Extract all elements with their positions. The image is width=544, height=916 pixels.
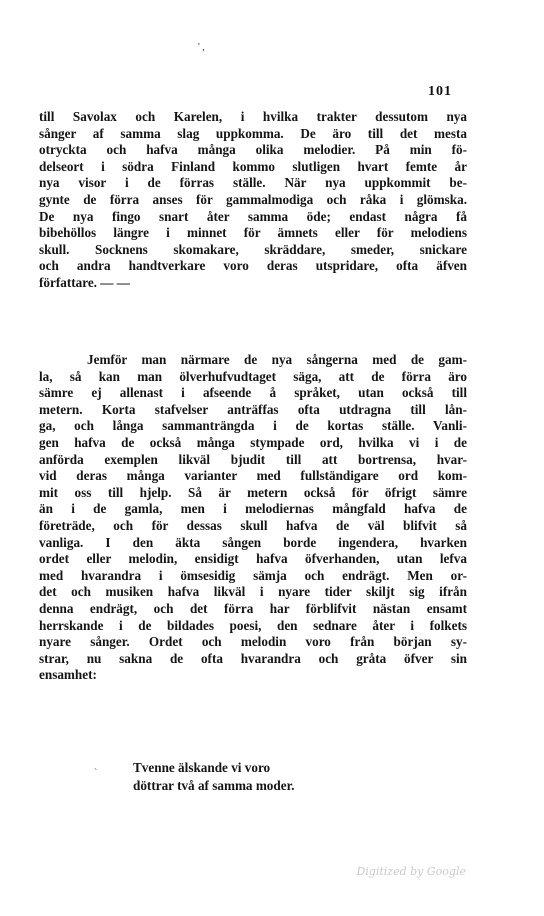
verse-mark: ˴ — [94, 763, 98, 774]
paragraph-2 — [39, 352, 467, 684]
text-line: denna endrägt, och det förra har förblifvit nästan ensamt — [39, 600, 467, 616]
verse — [133, 759, 295, 794]
verse-line: Tvenne älskande vi voro — [133, 760, 271, 775]
verse-line: döttrar två af samma moder. — [133, 777, 295, 793]
text-line: De nya fingo snart åter samma öde; endast några få — [39, 208, 467, 224]
text-line: bibehöllos längre i minnet för ämnets eller för melodiens — [39, 225, 467, 241]
text-line: ensamhet: — [39, 667, 97, 683]
text-line: otryckta och hafva många olika melodier. På min fö- — [39, 142, 467, 158]
text-line: företräde, och för dessas skull hafva de väl blifvit så — [39, 517, 467, 533]
text-line: vanliga. I den äkta sången borde ingendera, hvarken — [39, 534, 467, 550]
text-line: gynte de förra anses för gammalmodiga och råka i glömska. — [39, 191, 467, 207]
text-line: gen hafva de också många stympade ord, hvilka vi i de — [39, 434, 467, 450]
text-line: strar, nu sakna de ofta hvarandra och gråta öfver sin — [39, 650, 467, 666]
stray-mark: ' , — [198, 42, 205, 53]
watermark: Digitized by Google — [356, 865, 466, 878]
text-line: anförda exemplen likväl bjudit till att bortrensa, hvar- — [39, 451, 467, 467]
text-line: delseort i södra Finland kommo slutligen hvart femte år — [39, 158, 467, 174]
text-line: än i de gamla, men i melodiernas mångfald hafva de — [39, 501, 467, 517]
text-line: la, så kan man ölverhufvudtaget säga, att de förra äro — [39, 368, 467, 384]
text-line: sämre ej allenast i afseende å språket, utan också till — [39, 385, 467, 401]
text-line: författare. — — — [39, 274, 130, 290]
text-line: och andra handtverkare voro deras utspridare, ofta äfven — [39, 258, 467, 274]
text-line: det och musiken hafva likväl i nyare tider skiljt sig ifrån — [39, 584, 467, 600]
text-line: ordet eller melodin, ensidigt hafva öfverhanden, utan lefva — [39, 551, 467, 567]
text-line: ga, och långa sammanträngda i de kortas ställe. Vanli- — [39, 418, 467, 434]
text-line: vid deras många varianter med fullständigare ord kom- — [39, 468, 467, 484]
text-line: nyare sånger. Ordet och melodin voro från början sy- — [39, 634, 467, 650]
paragraph-1 — [39, 109, 467, 292]
text-line: mit oss till hjelp. Så är metern också för öfrigt sämre — [39, 484, 467, 500]
page-number: 101 — [428, 84, 452, 99]
text-line: skull. Socknens skomakare, skräddare, smeder, snickare — [39, 241, 467, 257]
text-line: med hvarandra i ömsesidig sämja och endrägt. Men or- — [39, 567, 467, 583]
text-line: Jemför man närmare de nya sångerna med de gam- — [87, 352, 467, 367]
text-line: nya visor i de förras ställe. När nya uppkommit be- — [39, 175, 467, 191]
text-line: sånger af samma slag uppkomma. De äro till det mesta — [39, 125, 467, 141]
text-line: metern. Korta stafvelser anträffas ofta utdragna till lån- — [39, 401, 467, 417]
text-line: till Savolax och Karelen, i hvilka trakter dessutom nya — [39, 109, 467, 124]
text-line: herrskande i de bildades poesi, den sednare åter i folkets — [39, 617, 467, 633]
